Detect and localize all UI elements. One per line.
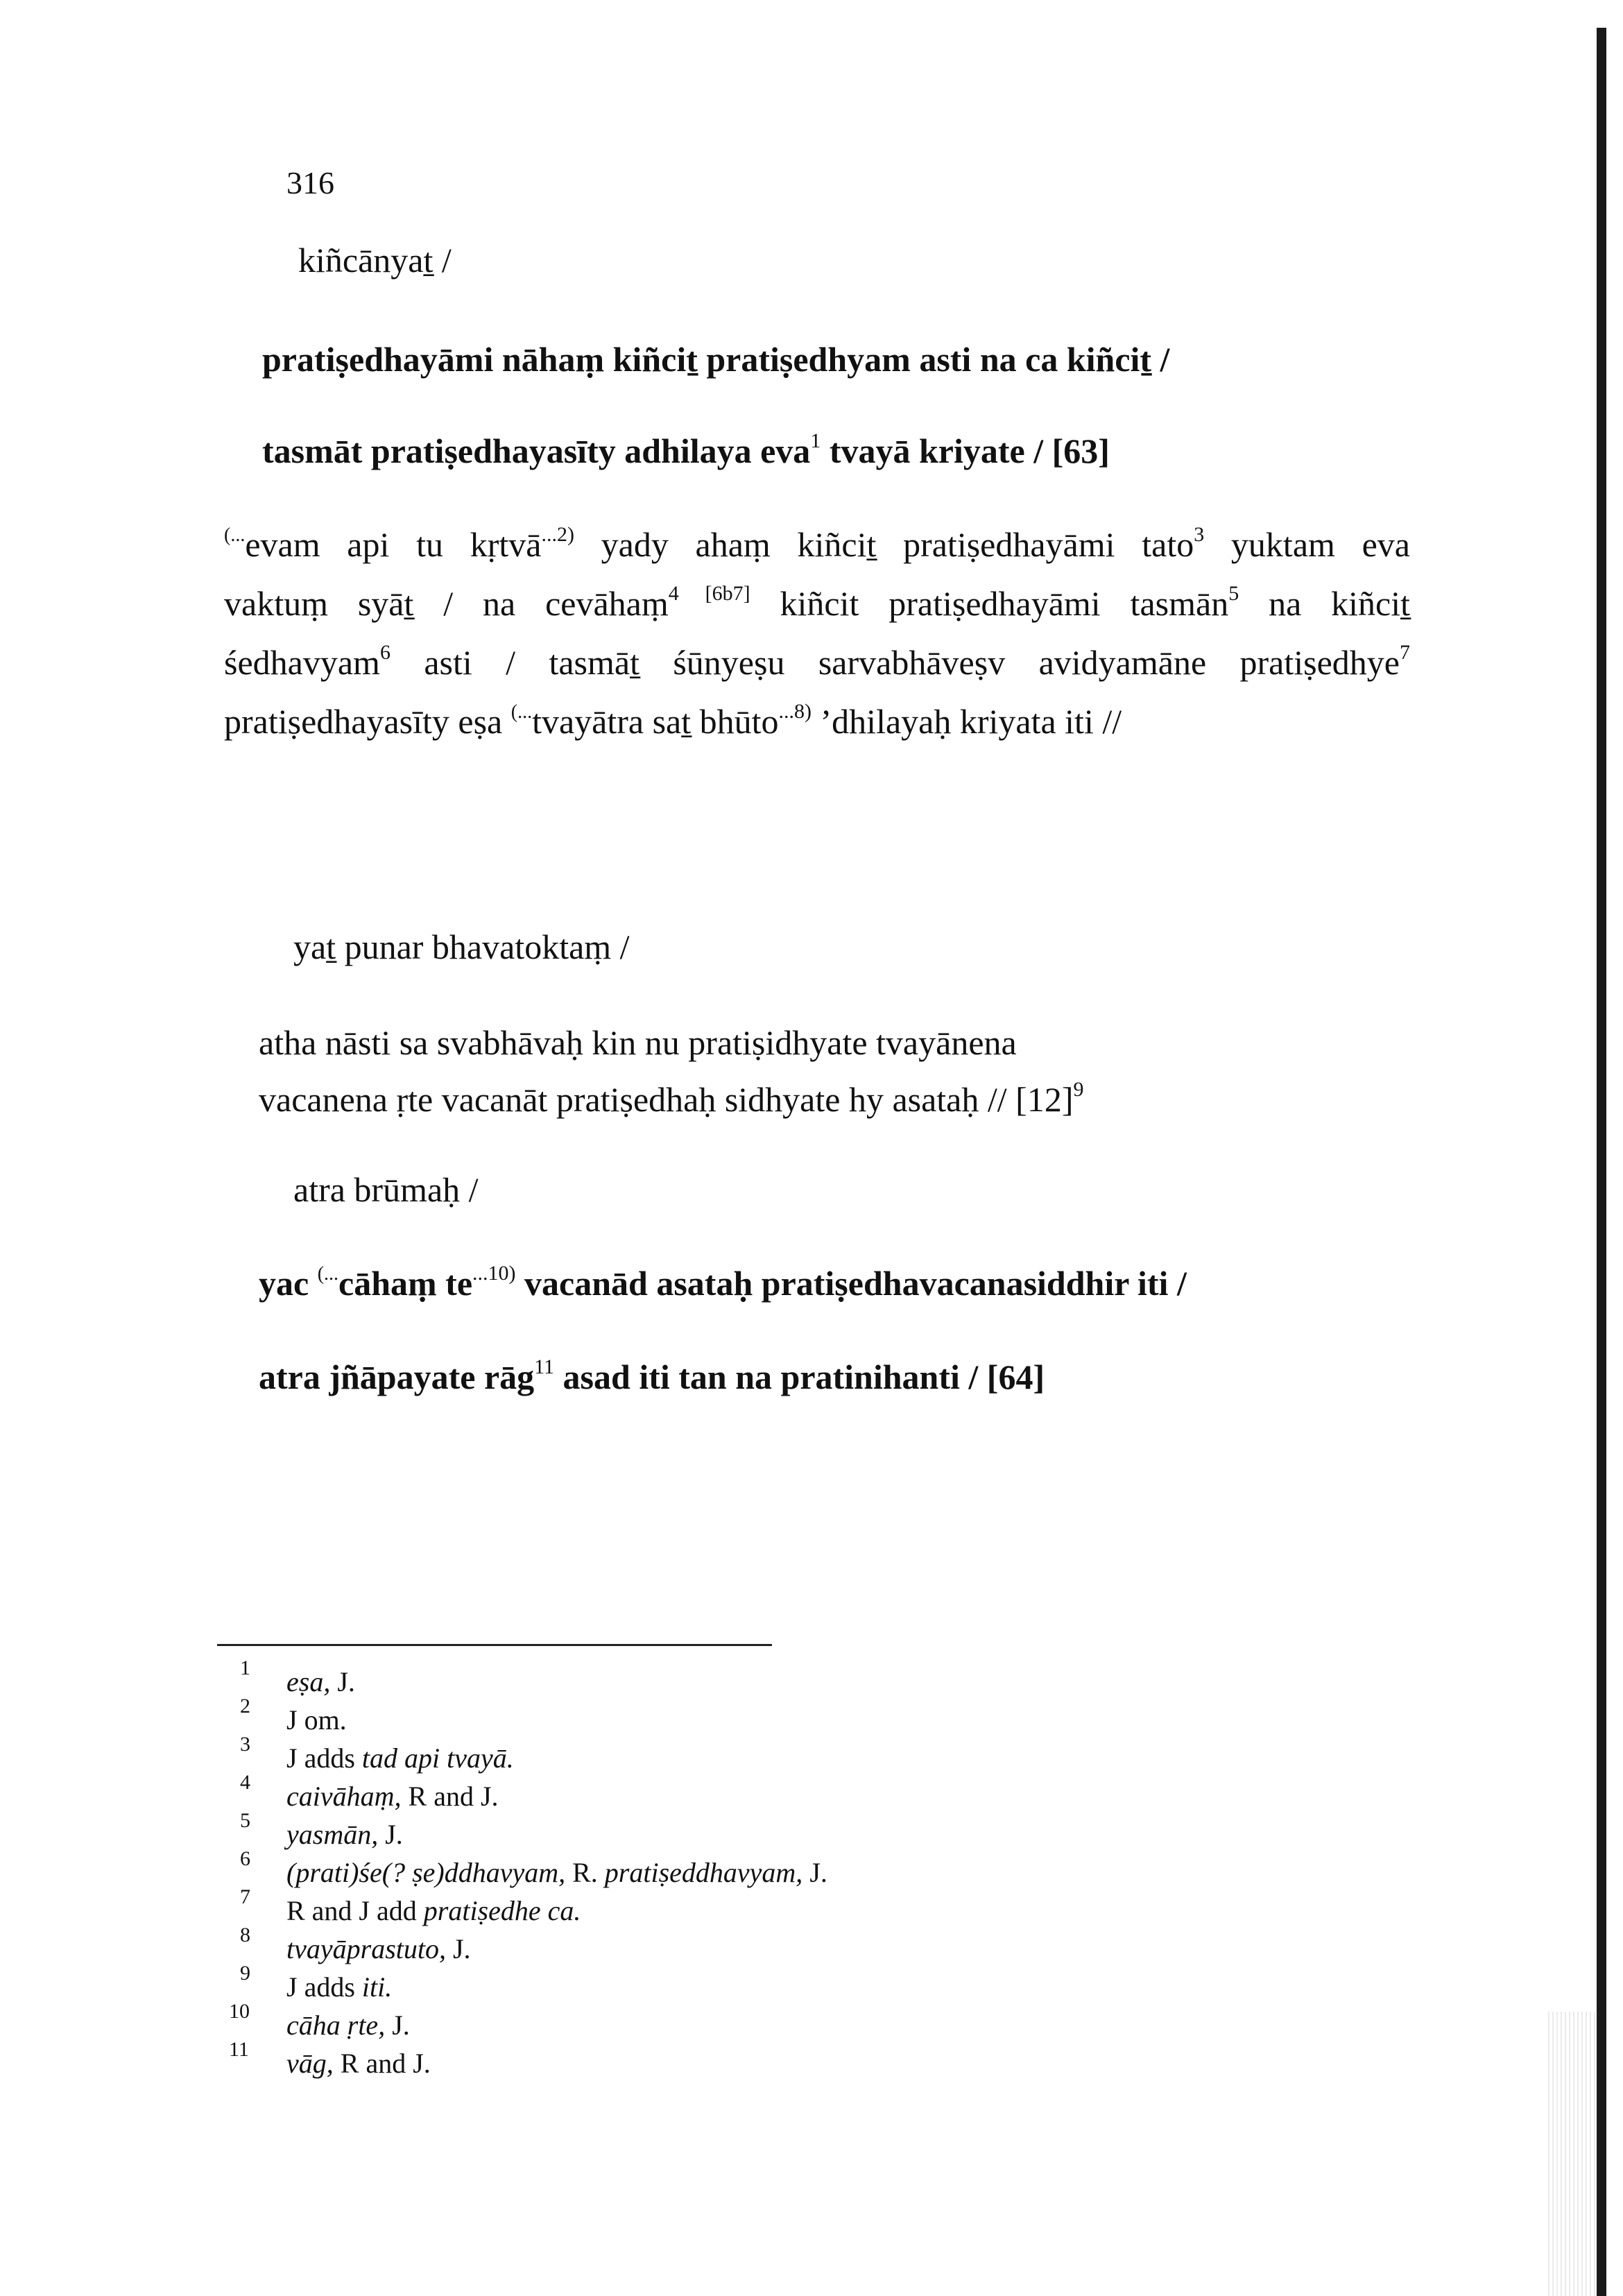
footnote-11: [286, 2046, 431, 2081]
footnote-number: 1: [240, 1656, 250, 1679]
page-edge-shade: [1548, 2012, 1597, 2296]
commentary-line-2: [224, 583, 1410, 624]
fn-mark-1: 1: [810, 429, 821, 452]
verse-line-4-a: vacanena ṛte vacanāt pratiṣedhaḥ sidhyate hy asataḥ // [12]: [259, 1080, 1074, 1119]
footnote-8: [286, 1932, 471, 1967]
verse-line-6-b: asad iti tan na pratinihanti / [64]: [554, 1357, 1045, 1396]
commentary-line-2-c: na kiñciṯ: [1239, 584, 1410, 623]
footnote-8-a: tvayāprastuto,: [286, 1933, 446, 1964]
fn-mark-4: 4 [6b7]: [668, 582, 750, 605]
footnote-10-b: J.: [385, 2010, 410, 2041]
footnote-11-b: R and J.: [333, 2048, 431, 2079]
footnote-number: 6: [240, 1847, 250, 1870]
commentary-line-2-a: vaktuṃ syāṯ / na cevāhaṃ: [224, 584, 669, 623]
footnote-1-a: eṣa,: [286, 1666, 331, 1697]
commentary-line-4-a: pratiṣedhayasīty eṣa: [224, 702, 511, 741]
footnote-2: [286, 1703, 347, 1738]
verse-line-4: [259, 1079, 1083, 1120]
footnote-10-a: cāha ṛte,: [286, 2010, 386, 2041]
footnote-3-b: tad api tvayā.: [361, 1742, 514, 1774]
verse-line-2-a: tasmāt pratiṣedhayasīty adhilaya eva: [262, 431, 811, 470]
footnote-6: [286, 1856, 827, 1890]
verse-line-6-a: atra jñāpayate rāg: [259, 1357, 535, 1396]
bracket-close-2: ...2): [541, 523, 574, 546]
footnote-8-b: J.: [445, 1933, 471, 1964]
footnote-1: [286, 1665, 355, 1699]
footnote-number: 5: [240, 1809, 250, 1832]
footnote-9: [286, 1970, 392, 2005]
footnote-6-d: J.: [802, 1857, 827, 1888]
footnote-6-a: (prati)śe(? ṣe)ddhavyam,: [286, 1857, 566, 1888]
footnote-rule: [217, 1644, 772, 1646]
commentary-line-2-b: kiñcit pratiṣedhayāmi tasmān: [750, 584, 1229, 623]
verse-line-1: pratiṣedhayāmi nāhaṃ kiñciṯ pratiṣedhyam asti na ca kiñciṯ /: [262, 340, 1170, 379]
fn-mark-11: 11: [534, 1355, 555, 1378]
footnote-3-a: J adds: [286, 1742, 362, 1774]
footnote-number: 7: [240, 1885, 250, 1908]
verse-line-5: [259, 1262, 1187, 1304]
footnote-number: 9: [240, 1962, 250, 1985]
footnote-9-a: J adds: [286, 1971, 362, 2003]
footnote-number: 11: [229, 2038, 249, 2061]
text-line-5: yaṯ punar bhavatoktaṃ /: [293, 927, 630, 966]
bracket-open-8: (...: [510, 701, 533, 723]
footnote-7-a: R and J add: [286, 1895, 424, 1926]
fn-mark-9: 9: [1073, 1078, 1084, 1101]
commentary-line-3: [224, 642, 1410, 683]
footnote-number: 3: [240, 1733, 250, 1756]
footnote-5: [286, 1817, 403, 1852]
commentary-line-1: [224, 524, 1410, 565]
footnote-3: [286, 1741, 514, 1776]
bracket-open-2: (...: [224, 524, 246, 546]
fn-mark-5: 5: [1228, 582, 1239, 605]
footnote-6-b: R.: [565, 1857, 605, 1888]
text-line-8: atra brūmaḥ /: [293, 1170, 479, 1209]
footnote-number: 8: [240, 1924, 250, 1946]
footnote-10: [286, 2008, 410, 2043]
fn-mark-6: 6: [379, 641, 390, 664]
verse-line-6: [259, 1356, 1045, 1398]
commentary-line-3-a: śedhavyam: [224, 643, 380, 682]
footnote-11-a: vāg,: [286, 2048, 334, 2079]
footnote-number: 4: [240, 1771, 250, 1794]
footnote-7: [286, 1894, 581, 1928]
footnote-2-b: J om.: [286, 1704, 347, 1736]
commentary-line-1-c: yuktam eva: [1204, 525, 1410, 564]
bracket-close-8: ...8): [778, 700, 812, 723]
footnote-number: 2: [240, 1695, 250, 1717]
commentary-line-3-b: asti / tasmāṯ śūnyeṣu sarvabhāveṣv avidyamāne pratiṣedhye: [390, 643, 1400, 682]
verse-line-2: [262, 430, 1110, 472]
footnote-4-a: caivāhaṃ,: [286, 1781, 402, 1812]
footnote-6-c: pratiṣeddhavyam,: [604, 1857, 803, 1888]
page-number: 316: [286, 165, 334, 200]
footnote-1-b: J.: [330, 1666, 355, 1697]
footnote-4-b: R and J.: [401, 1781, 499, 1812]
footnote-9-b: iti.: [361, 1971, 393, 2003]
verse-line-3: atha nāsti sa svabhāvaḥ kin nu pratiṣidhyate tvayānena: [259, 1023, 1017, 1062]
fn-mark-7: 7: [1400, 641, 1410, 664]
commentary-line-1-b: yady ahaṃ kiñciṯ pratiṣedhayāmi tato: [574, 525, 1194, 564]
footnote-7-b: pratiṣedhe ca.: [423, 1895, 581, 1926]
verse-line-5-b: cāhaṃ te: [338, 1264, 473, 1303]
text-line-1: kiñcānyaṯ /: [298, 241, 452, 280]
commentary-line-1-a: evam api tu kṛtvā: [245, 525, 542, 564]
footnote-4: [286, 1779, 499, 1814]
page-edge: [1597, 28, 1606, 2296]
commentary-line-4-b: tvayātra saṯ bhūto: [532, 702, 779, 741]
bracket-open-10: (...: [317, 1263, 339, 1285]
verse-line-5-c: vacanād asataḥ pratiṣedhavacanasiddhir iti /: [515, 1264, 1187, 1303]
footnote-5-b: J.: [378, 1819, 403, 1850]
commentary-line-4: [224, 701, 1122, 742]
footnote-number: 10: [229, 2000, 250, 2023]
bracket-close-10: ...10): [472, 1262, 516, 1285]
verse-line-2-b: tvayā kriyate / [63]: [821, 431, 1110, 470]
commentary-line-4-c: ’dhilayaḥ kriyata iti //: [812, 702, 1122, 741]
footnote-5-a: yasmān,: [286, 1819, 379, 1850]
verse-line-5-a: yac: [259, 1264, 318, 1303]
fn-mark-3: 3: [1194, 523, 1205, 546]
